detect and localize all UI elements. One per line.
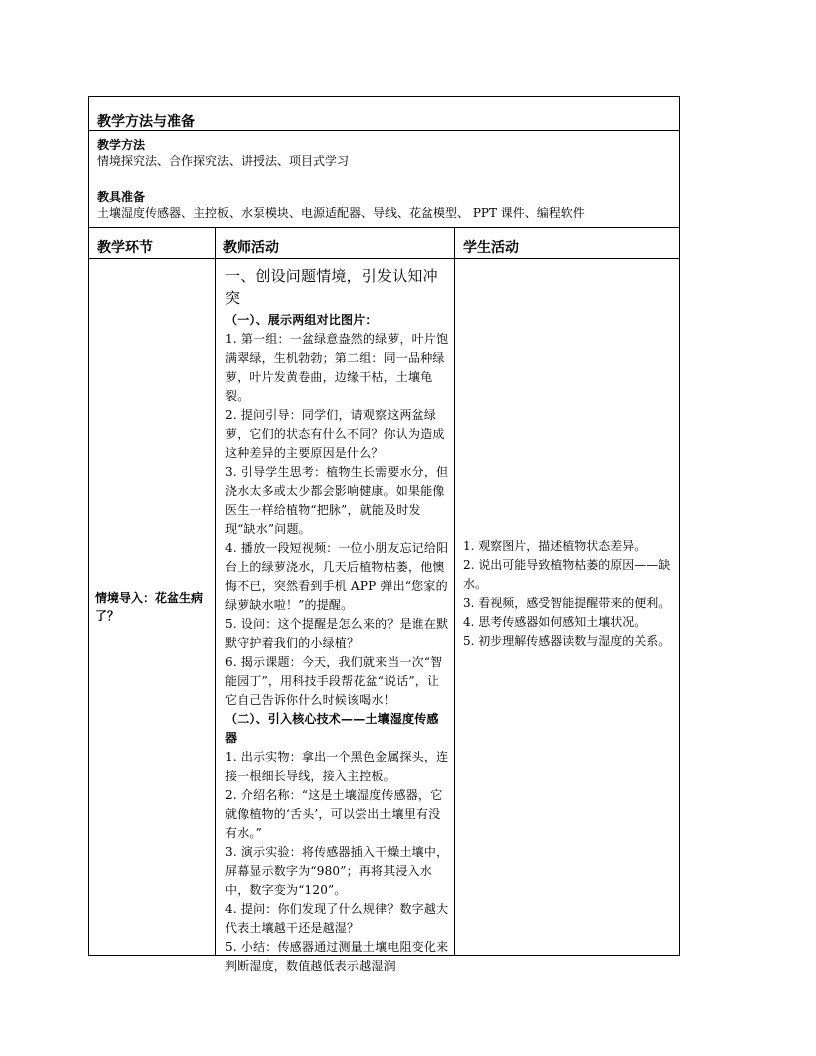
teacher-subheading-2: （二）、引入核心技术——土壤湿度传感器 bbox=[225, 712, 439, 745]
student-activity-cell bbox=[463, 537, 673, 651]
lesson-plan-table bbox=[88, 96, 680, 973]
student-item: 5. 初步理解传感器读数与湿度的关系。 bbox=[463, 634, 671, 648]
stage-cell: 情境导入：花盆生病了？ bbox=[95, 591, 204, 623]
teacher-item: 4. 提问：你们发现了什么规律？数字越大代表土壤越干还是越湿？ bbox=[225, 902, 449, 935]
teacher-heading: 一、创设问题情境，引发认知冲突 bbox=[225, 267, 438, 307]
header-student: 学生活动 bbox=[463, 240, 519, 256]
teacher-item: 1. 出示实物：拿出一个黑色金属探头，连接一根细长导线，接入主控板。 bbox=[225, 750, 449, 783]
teacher-item: 5. 设问：这个提醒是怎么来的？是谁在默默守护着我们的小绿植？ bbox=[225, 617, 449, 650]
student-item: 4. 思考传感器如何感知土壤状况。 bbox=[463, 615, 647, 629]
methods-text: 情境探究法、合作探究法、讲授法、项目式学习 bbox=[97, 154, 350, 168]
student-item: 1. 观察图片，描述植物状态差异。 bbox=[463, 539, 647, 553]
section-title: 教学方法与准备 bbox=[97, 114, 195, 130]
teacher-item: 3. 演示实验：将传感器插入干燥土壤中，屏幕显示数字为“980”；再将其浸入水中，数字变为“120”。 bbox=[225, 845, 449, 897]
student-item: 3. 看视频，感受智能提醒带来的便利。 bbox=[463, 596, 671, 610]
tools-text: 土壤湿度传感器、主控板、水泵模块、电源适配器、导线、花盆模型、 PPT 课件、编程软件 bbox=[97, 206, 585, 220]
teacher-item: 1. 第一组：一盆绿意盎然的绿萝，叶片饱满翠绿，生机勃勃；第二组：同一品种绿萝，叶片发黄卷曲，边缘干枯，土壤龟裂。 bbox=[225, 332, 449, 403]
table-header-row bbox=[89, 227, 679, 259]
methods-label: 教学方法 bbox=[97, 138, 146, 152]
preparation-block bbox=[97, 137, 585, 221]
teacher-item: 6. 揭示课题：今天，我们就来当一次“智能园丁”，用科技手段帮花盆“说话”，让它自己告诉你什么时候该喝水！ bbox=[225, 655, 443, 707]
column-divider bbox=[454, 227, 455, 955]
header-stage: 教学环节 bbox=[97, 240, 153, 256]
teacher-item: 3. 引导学生思考：植物生长需要水分，但浇水太多或太少都会影响健康。如果能像医生一样给植物“把脉”，就能及时发现“缺水”问题。 bbox=[225, 465, 449, 536]
teacher-item: 4. 播放一段短视频：一位小朋友忘记给阳台上的绿萝浇水，几天后植物枯萎，他懊悔不已，突然看到手机 APP 弹出“您家的绿萝缺水啦！”的提醒。 bbox=[225, 541, 449, 612]
teacher-item: 5. 小结：传感器通过测量土壤电阻变化来判断湿度，数值越低表示越湿润 bbox=[225, 940, 449, 973]
teacher-item: 2. 介绍名称：“这是土壤湿度传感器，它就像植物的‘舌头’，可以尝出土壤里有没有水。” bbox=[225, 788, 443, 840]
section-header bbox=[89, 97, 679, 131]
teacher-subheading-1: （一）、展示两组对比图片： bbox=[225, 313, 378, 327]
column-divider bbox=[215, 227, 216, 955]
student-item: 2. 说出可能导致植物枯萎的原因——缺水。 bbox=[463, 558, 671, 591]
tools-label: 教具准备 bbox=[97, 190, 146, 204]
teacher-activity-cell bbox=[225, 265, 449, 976]
teacher-item: 2. 提问引导：同学们，请观察这两盆绿萝，它们的状态有什么不同？你认为造成这种差异的主要原因是什么？ bbox=[225, 408, 445, 460]
header-teacher: 教师活动 bbox=[223, 240, 279, 256]
